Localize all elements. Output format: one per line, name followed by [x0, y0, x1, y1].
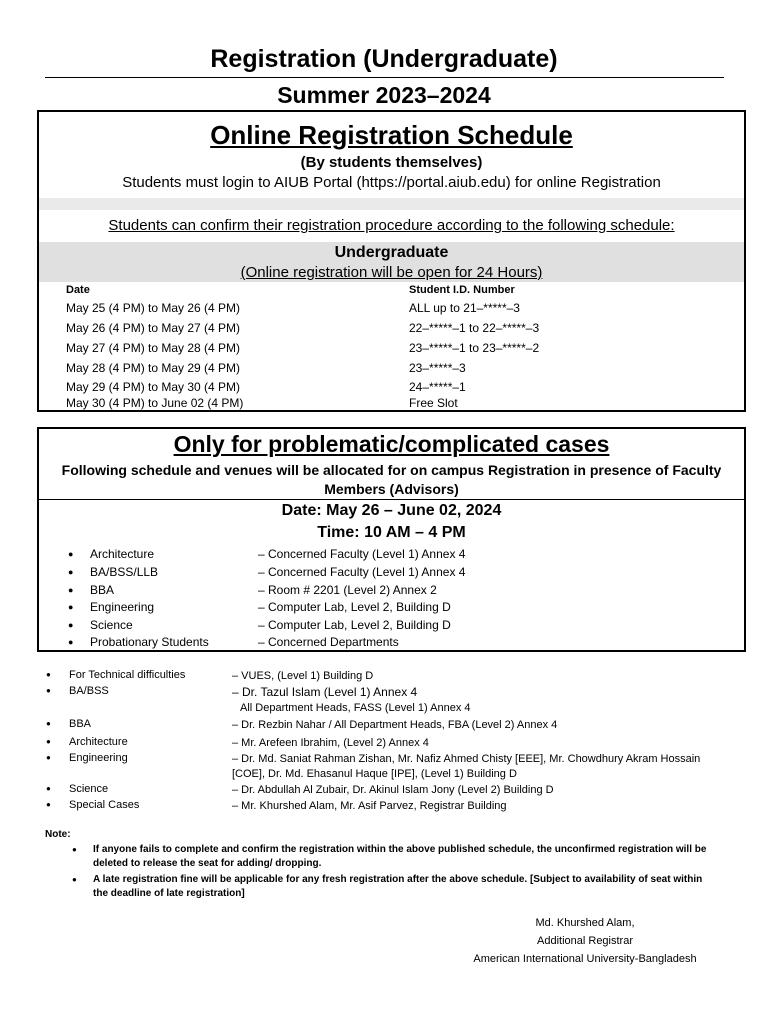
- venue-department: Engineering: [90, 600, 155, 614]
- schedule-row: [39, 341, 744, 361]
- online-schedule-heading: Online Registration Schedule: [210, 120, 573, 150]
- venue-item: [39, 547, 744, 565]
- bullet-icon: ●: [46, 800, 51, 809]
- contact-category: Science: [69, 783, 109, 795]
- bullet-icon: ●: [72, 845, 77, 854]
- contact-person: – Dr. Rezbin Nahar / All Department Heads, FBA (Level 2) Annex 4: [232, 719, 558, 731]
- problematic-heading: Only for problematic/complicated cases: [173, 431, 610, 457]
- title-divider: [45, 77, 724, 78]
- campus-registration-note: Following schedule and venues will be allocated for on campus Registration in presence of Faculty Members (Advisors): [61, 462, 722, 497]
- note-label: Note:: [45, 829, 71, 840]
- venue-department: Science: [90, 618, 133, 632]
- contact-person-line: All Department Heads, FASS (Level 1) Annex 4: [240, 702, 471, 714]
- contact-person: [232, 685, 727, 716]
- shaded-band: [39, 198, 744, 210]
- venue-item: [39, 583, 744, 601]
- schedule-student-id: Free Slot: [409, 396, 458, 410]
- note-text: A late registration fine will be applicable for any fresh registration after the above schedule. [Subject to availability of seat within the deadline of late registration]: [93, 874, 703, 899]
- bullet-icon: ●: [46, 753, 51, 762]
- bullet-icon: ●: [46, 784, 51, 793]
- venue-department: BBA: [90, 583, 115, 597]
- bullet-icon: ●: [46, 686, 51, 695]
- problematic-cases-box: [37, 427, 746, 652]
- schedule-student-id: 23–*****–3: [409, 361, 466, 375]
- schedule-row: [39, 396, 744, 416]
- contact-category: BA/BSS: [69, 685, 109, 697]
- venue-item: [39, 635, 744, 653]
- venue-location: – Concerned Departments: [258, 635, 399, 649]
- venue-department: BA/BSS/LLB: [90, 565, 159, 579]
- contact-category: BBA: [69, 718, 92, 730]
- column-header-student-id: Student I.D. Number: [409, 284, 515, 296]
- bullet-icon: ●: [68, 620, 74, 630]
- contact-person: – Dr. Abdullah Al Zubair, Dr. Akinul Islam Jony (Level 2) Building D: [232, 784, 554, 796]
- confirm-schedule-text: Students can confirm their registration procedure according to the following schedule:: [108, 217, 675, 234]
- contact-person: – Mr. Khurshed Alam, Mr. Asif Parvez, Registrar Building: [232, 800, 507, 812]
- venue-item: [39, 600, 744, 618]
- venue-location: – Concerned Faculty (Level 1) Annex 4: [258, 547, 466, 561]
- bullet-icon: ●: [68, 567, 74, 577]
- bullet-icon: ●: [46, 737, 51, 746]
- schedule-date: May 28 (4 PM) to May 29 (4 PM): [66, 361, 241, 375]
- bullet-icon: ●: [46, 670, 51, 679]
- signatory-title: Additional Registrar: [537, 935, 633, 947]
- venue-location: – Concerned Faculty (Level 1) Annex 4: [258, 565, 466, 579]
- schedule-date: May 29 (4 PM) to May 30 (4 PM): [66, 380, 241, 394]
- portal-login-text: Students must login to AIUB Portal (https://portal.aiub.edu) for online Registration: [122, 174, 661, 191]
- venue-location: – Computer Lab, Level 2, Building D: [258, 618, 451, 632]
- contact-category: For Technical difficulties: [69, 669, 186, 681]
- contact-category: Special Cases: [69, 799, 140, 811]
- bullet-icon: ●: [68, 549, 74, 559]
- venue-department: Architecture: [90, 547, 155, 561]
- schedule-date: May 26 (4 PM) to May 27 (4 PM): [66, 321, 241, 335]
- venue-item: [39, 618, 744, 636]
- contact-person: – VUES, (Level 1) Building D: [232, 670, 374, 682]
- by-students-note: (By students themselves): [300, 154, 483, 171]
- note-text: If anyone fails to complete and confirm the registration within the above published schedule, the unconfirmed registration will be deleted to release the seat for adding/ dropping.: [93, 844, 707, 869]
- bullet-icon: ●: [68, 602, 74, 612]
- contact-person: – Dr. Md. Saniat Rahman Zishan, Mr. Nafiz Ahmed Chisty [EEE], Mr. Chowdhury Akram Hossain [COE], Dr. Md. Ehasanul Haque [IPE], (Level 1) Building D: [232, 753, 701, 780]
- column-header-date: Date: [66, 284, 90, 296]
- schedule-student-id: 23–*****–1 to 23–*****–2: [409, 341, 540, 355]
- contact-person-line: – Dr. Tazul Islam (Level 1) Annex 4: [232, 685, 418, 699]
- schedule-date: May 30 (4 PM) to June 02 (4 PM): [66, 396, 244, 410]
- page-title: Registration (Undergraduate): [210, 45, 558, 73]
- schedule-student-id: ALL up to 21–*****–3: [409, 301, 520, 315]
- campus-time: Time: 10 AM – 4 PM: [317, 524, 466, 541]
- page-subtitle: Summer 2023–2024: [277, 82, 491, 108]
- bullet-icon: ●: [68, 637, 74, 647]
- bullet-icon: ●: [72, 875, 77, 884]
- schedule-row: [39, 301, 744, 321]
- schedule-row: [39, 361, 744, 381]
- schedule-date: May 27 (4 PM) to May 28 (4 PM): [66, 341, 241, 355]
- bullet-icon: ●: [46, 719, 51, 728]
- signatory-organization: American International University-Bangladesh: [473, 953, 697, 965]
- venue-item: [39, 565, 744, 583]
- schedule-date: May 25 (4 PM) to May 26 (4 PM): [66, 301, 241, 315]
- contact-person: – Mr. Arefeen Ibrahim, (Level 2) Annex 4: [232, 737, 429, 749]
- schedule-row: [39, 321, 744, 341]
- bullet-icon: ●: [68, 585, 74, 595]
- divider: [39, 499, 744, 500]
- venue-location: – Computer Lab, Level 2, Building D: [258, 600, 451, 614]
- schedule-student-id: 24–*****–1: [409, 380, 466, 394]
- level-heading: Undergraduate: [334, 244, 449, 261]
- campus-date: Date: May 26 – June 02, 2024: [281, 502, 502, 519]
- venue-location: – Room # 2201 (Level 2) Annex 2: [258, 583, 437, 597]
- open-duration-note: (Online registration will be open for 24 Hours): [240, 264, 543, 281]
- contact-category: Architecture: [69, 736, 128, 748]
- venue-department: Probationary Students: [90, 635, 209, 649]
- schedule-student-id: 22–*****–1 to 22–*****–3: [409, 321, 540, 335]
- signatory-name: Md. Khurshed Alam,: [535, 917, 635, 929]
- online-schedule-box: [37, 110, 746, 412]
- contact-category: Engineering: [69, 752, 128, 764]
